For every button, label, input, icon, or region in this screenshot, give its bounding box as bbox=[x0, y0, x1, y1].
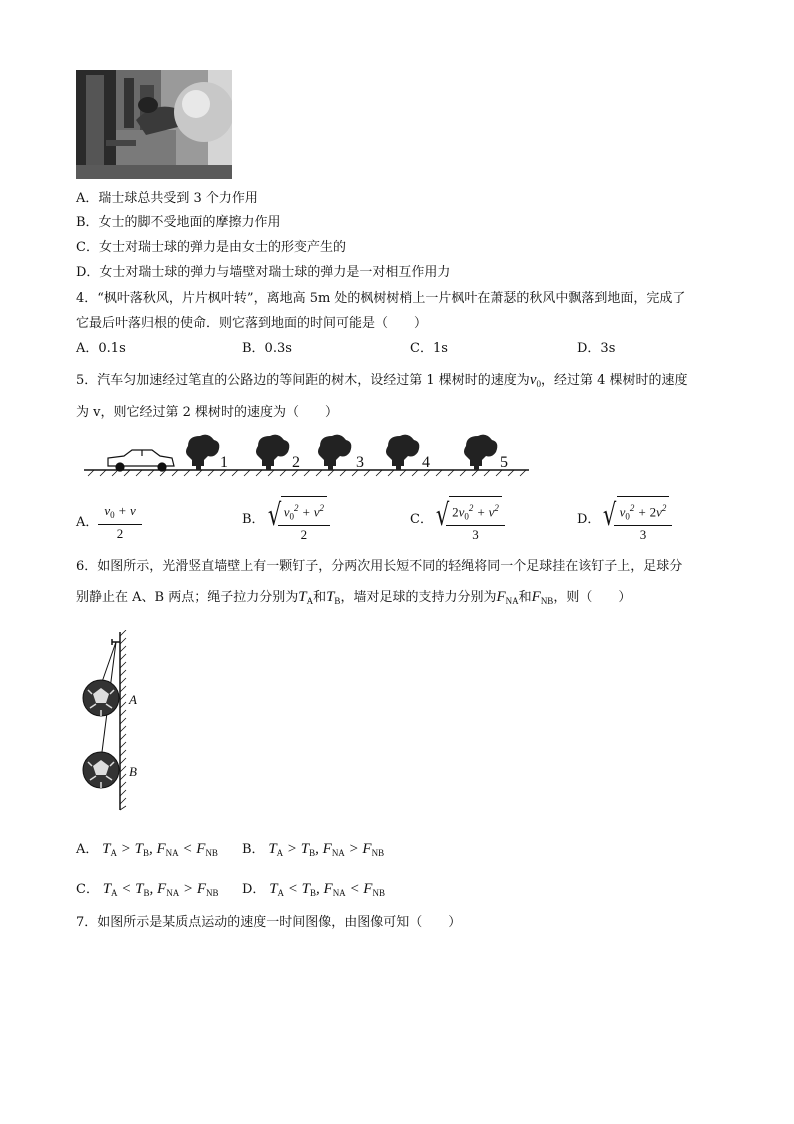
q3-option-a: A．瑞士球总共受到 3 个力作用 bbox=[76, 191, 258, 206]
q4-stem-line2: 它最后叶落归根的使命．则它落到地面的时间可能是（ ） bbox=[76, 316, 428, 331]
q6-option-a-letter: A． bbox=[76, 842, 99, 857]
q6-option-d-letter: D． bbox=[242, 882, 266, 897]
q5-option-a-letter: A． bbox=[76, 514, 99, 530]
q4-option-a: A．0.1s bbox=[76, 341, 126, 356]
q5-option-b-letter: B． bbox=[242, 512, 265, 528]
q6-option-c: C． $T_A < T_B$, $F_{NA} > F_{NB}$ bbox=[76, 881, 219, 898]
q5-option-b bbox=[242, 496, 327, 544]
q5-option-d-letter: D． bbox=[577, 512, 601, 528]
q5-option-c-letter: C． bbox=[410, 512, 433, 528]
q6-text-a: 别静止在 A、B 两点；绳子拉力分别为 bbox=[76, 590, 299, 605]
q6-text-d: 和 bbox=[518, 590, 532, 605]
road-trees-figure bbox=[84, 430, 534, 480]
q6-option-c-letter: C． bbox=[76, 882, 99, 897]
q3-option-c: C．女士对瑞士球的弹力是由女士的形变产生的 bbox=[76, 240, 346, 255]
ta-symbol: $T_A$ bbox=[298, 589, 314, 606]
q5-stem-text: 5．汽车匀加速经过笔直的公路边的等间距的树木，设经过第 1 棵树时的速度为 bbox=[76, 373, 530, 388]
point-label-a: A bbox=[129, 692, 137, 707]
q6-text-c: ，墙对足球的支持力分别为 bbox=[340, 590, 497, 605]
q3-option-b: B．女士的脚不受地面的摩擦力作用 bbox=[76, 215, 281, 230]
ball-a-icon bbox=[83, 680, 119, 716]
q5-option-a bbox=[76, 502, 142, 543]
tree-label-5: 5 bbox=[500, 454, 508, 471]
car-icon bbox=[108, 450, 174, 471]
q5-option-d bbox=[577, 496, 669, 544]
q5-option-c bbox=[410, 496, 502, 544]
q5-option-d-formula: √ $\frac{v_0^2 + 2v^2}{3}$ bbox=[600, 496, 669, 544]
q7-stem-line1: 7．如图所示是某质点运动的速度一时间图像，由图像可知（ ） bbox=[76, 915, 462, 930]
q5-option-c-formula: √ $\frac{2v_0^2 + v^2}{3}$ bbox=[433, 496, 502, 544]
fnb-symbol: $F_{NB}$ bbox=[531, 589, 554, 606]
tree-icon-5 bbox=[464, 435, 497, 470]
q6-option-a: A． $T_A > T_B$, $F_{NA} < F_{NB}$ bbox=[76, 841, 218, 858]
wall-balls-figure bbox=[76, 630, 146, 812]
fna-symbol: $F_{NA}$ bbox=[496, 589, 519, 606]
q6-option-d: D． $T_A < T_B$, $F_{NA} < F_{NB}$ bbox=[242, 881, 385, 898]
q4-option-b: B．0.3s bbox=[242, 341, 292, 356]
tree-label-3: 3 bbox=[356, 454, 364, 471]
tree-label-2: 2 bbox=[292, 454, 300, 471]
q6-stem-line2 bbox=[76, 588, 631, 610]
tree-label-1: 1 bbox=[220, 454, 228, 471]
tree-icon-2 bbox=[256, 435, 289, 470]
tb-symbol: $T_B$ bbox=[326, 589, 341, 606]
tree-icon-4 bbox=[386, 435, 419, 470]
q4-stem-line1: 4．“枫叶落秋风，片片枫叶转”，离地高 5m 处的枫树树梢上一片枫叶在萧瑟的秋风中飘落到地面，完成了 bbox=[76, 291, 686, 306]
q5-stem-tail: ，经过第 4 棵树时的速度 bbox=[540, 373, 688, 388]
tree-icon-3 bbox=[318, 435, 351, 470]
point-label-b: B bbox=[129, 764, 137, 779]
q6-text-e: ，则（ ） bbox=[553, 590, 632, 605]
q5-stem-line2: 为 v，则它经过第 2 棵树时的速度为（ ） bbox=[76, 405, 339, 420]
ball-b-icon bbox=[83, 752, 119, 788]
q6-option-b: B． $T_A > T_B$, $F_{NA} > F_{NB}$ bbox=[242, 841, 385, 858]
q4-option-d: D．3s bbox=[577, 341, 616, 356]
q5-option-b-formula: √ $\frac{v_0^2 + v^2}{2}$ bbox=[265, 496, 327, 544]
q3-option-d: D．女士对瑞士球的弹力与墙壁对瑞士球的弹力是一对相互作用力 bbox=[76, 265, 451, 280]
road-trees-svg bbox=[84, 430, 534, 480]
swiss-ball-photo bbox=[76, 70, 232, 179]
q6-option-b-letter: B． bbox=[242, 842, 265, 857]
q5-option-a-formula: $\frac{v_0 + v}{2}$ bbox=[101, 502, 138, 543]
q4-option-c: C．1s bbox=[410, 341, 448, 356]
tree-icon-1 bbox=[186, 435, 219, 470]
v0-symbol: $v_0$ bbox=[529, 372, 541, 389]
q6-stem-line1: 6．如图所示，光滑竖直墙壁上有一颗钉子，分两次用长短不同的轻绳将同一个足球挂在该钉子上，足球分 bbox=[76, 559, 683, 574]
q6-text-b: 和 bbox=[313, 590, 327, 605]
tree-label-4: 4 bbox=[422, 454, 430, 471]
q5-stem-line1 bbox=[76, 371, 688, 393]
